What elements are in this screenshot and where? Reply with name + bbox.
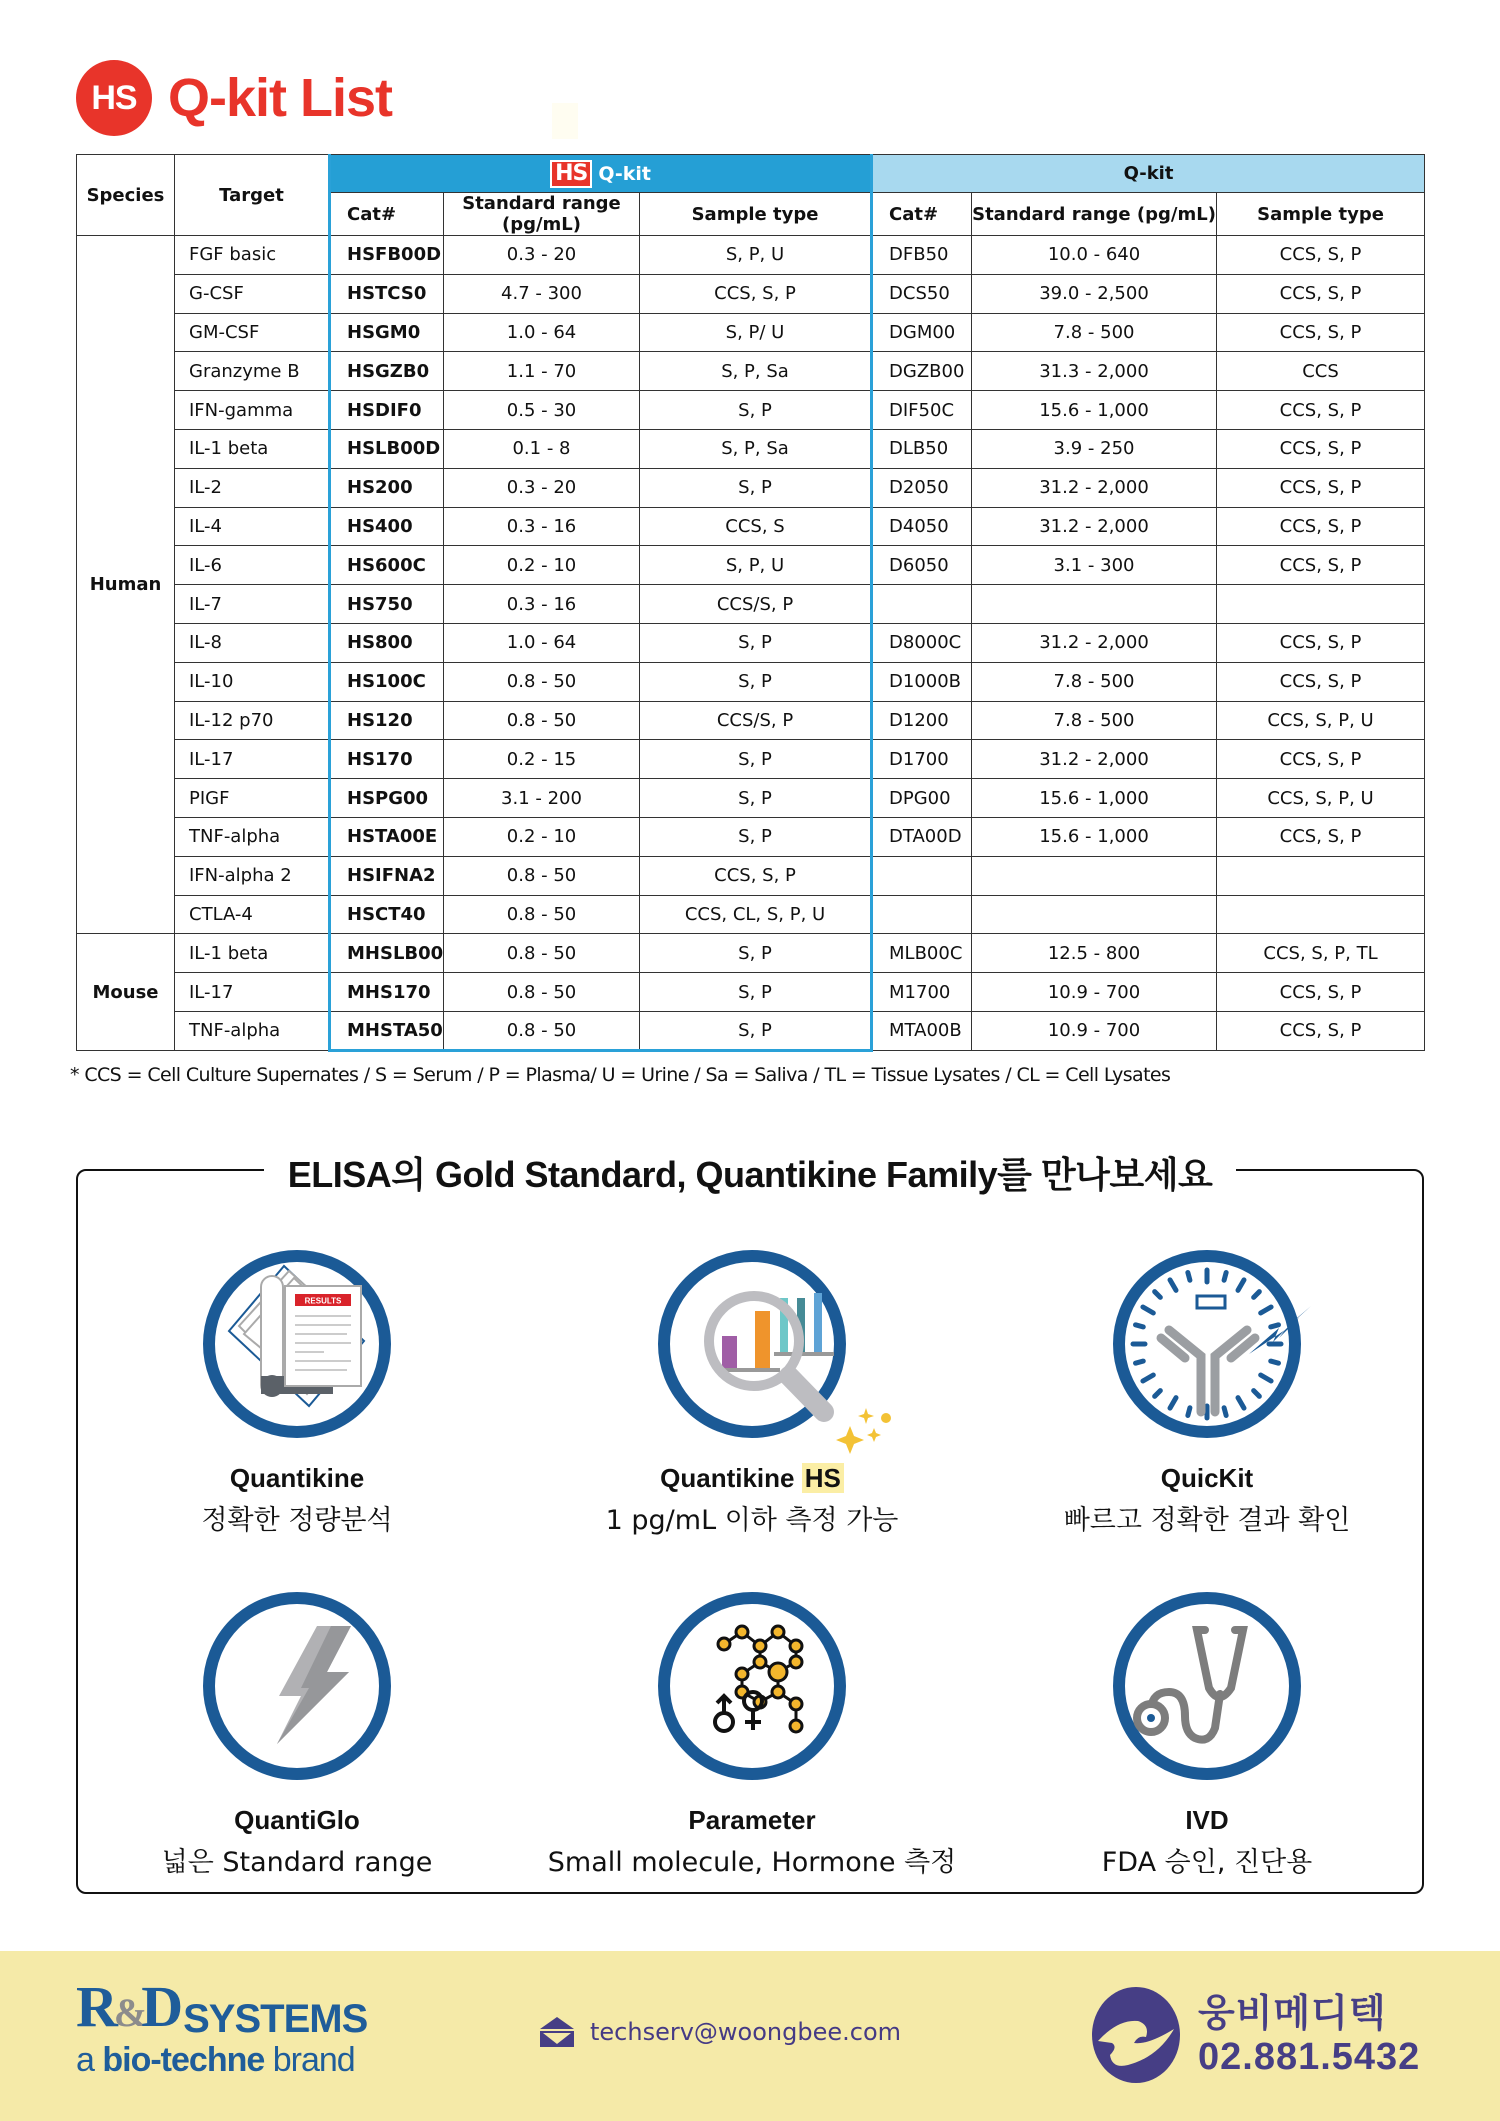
- target-cell: IL-10: [175, 662, 330, 701]
- q-range-cell: 31.3 - 2,000: [972, 352, 1217, 391]
- target-cell: IL-12 p70: [175, 701, 330, 740]
- q-cat-cell: D1000B: [872, 662, 972, 701]
- table-row: [77, 817, 1425, 856]
- hs-range-cell: 0.2 - 10: [444, 546, 640, 585]
- magnifier-chart-icon: [654, 1246, 850, 1442]
- q-range-cell: 7.8 - 500: [972, 313, 1217, 352]
- lightning-icon: [199, 1588, 395, 1784]
- q-range-cell: 39.0 - 2,500: [972, 274, 1217, 313]
- clock-tick: [1224, 1273, 1226, 1281]
- hs-cat-cell: MHS170: [330, 973, 444, 1012]
- q-range-cell: 10.0 - 640: [972, 236, 1217, 275]
- target-cell: IL-4: [175, 507, 330, 546]
- subheader-hs-range: Standard range (pg/mL): [444, 193, 640, 236]
- q-cat-cell: [872, 895, 972, 934]
- q-range-cell: 10.9 - 700: [972, 973, 1217, 1012]
- q-range-cell: [972, 856, 1217, 895]
- q-sample-cell: [1217, 895, 1425, 934]
- table-row: [77, 779, 1425, 818]
- target-cell: TNF-alpha: [175, 817, 330, 856]
- q-cat-cell: D1200: [872, 701, 972, 740]
- hs-range-cell: 0.2 - 10: [444, 817, 640, 856]
- table-row: [77, 429, 1425, 468]
- hs-range-cell: 0.8 - 50: [444, 701, 640, 740]
- q-range-cell: 3.9 - 250: [972, 429, 1217, 468]
- product-name: Quantikine: [229, 1463, 365, 1493]
- hs-range-cell: 0.8 - 50: [444, 973, 640, 1012]
- target-cell: IL-8: [175, 623, 330, 662]
- subheader-hs-cat: Cat#: [330, 193, 444, 236]
- hs-sample-cell: S, P: [640, 779, 872, 818]
- hs-range-cell: 0.2 - 15: [444, 740, 640, 779]
- hs-cat-cell: MHSLB00: [330, 934, 444, 973]
- q-range-cell: 31.2 - 2,000: [972, 468, 1217, 507]
- q-range-cell: 12.5 - 800: [972, 934, 1217, 973]
- q-cat-cell: D8000C: [872, 623, 972, 662]
- hs-cat-cell: HS170: [330, 740, 444, 779]
- table-row: [77, 1011, 1425, 1050]
- target-cell: IL-17: [175, 973, 330, 1012]
- hs-range-cell: 3.1 - 200: [444, 779, 640, 818]
- hs-sample-cell: CCS/S, P: [640, 701, 872, 740]
- q-sample-cell: CCS, S, P: [1217, 274, 1425, 313]
- header-target: Target: [175, 155, 330, 236]
- target-cell: TNF-alpha: [175, 1011, 330, 1050]
- hs-range-cell: 0.8 - 50: [444, 856, 640, 895]
- hs-sample-cell: CCS/S, P: [640, 585, 872, 624]
- hs-cat-cell: HSCT40: [330, 895, 444, 934]
- target-cell: PIGF: [175, 779, 330, 818]
- table-row: [77, 623, 1425, 662]
- phone-number[interactable]: 02.881.5432: [1198, 2036, 1421, 2078]
- hs-cat-cell: HS750: [330, 585, 444, 624]
- q-sample-cell: CCS, S, P, TL: [1217, 934, 1425, 973]
- clock-tick: [1224, 1408, 1226, 1416]
- hs-sample-cell: S, P: [640, 973, 872, 1012]
- hs-sample-cell: CCS, CL, S, P, U: [640, 895, 872, 934]
- q-cat-cell: D6050: [872, 546, 972, 585]
- q-sample-cell: CCS, S, P: [1217, 973, 1425, 1012]
- hs-qkit-label: Q-kit: [598, 162, 651, 185]
- rd-systems-word: SYSTEMS: [183, 1997, 368, 2041]
- hs-range-cell: 0.8 - 50: [444, 662, 640, 701]
- table-row: [77, 585, 1425, 624]
- hs-cat-cell: HSIFNA2: [330, 856, 444, 895]
- target-cell: IL-2: [175, 468, 330, 507]
- hs-cat-cell: HSTCS0: [330, 274, 444, 313]
- rd-systems-logo: [76, 1974, 368, 2080]
- q-range-cell: 3.1 - 300: [972, 546, 1217, 585]
- hs-cat-cell: HSTA00E: [330, 817, 444, 856]
- hs-sample-cell: S, P: [640, 740, 872, 779]
- clock-tick: [1136, 1361, 1144, 1363]
- hs-mini-badge: HS: [550, 160, 592, 188]
- hs-sample-cell: S, P: [640, 1011, 872, 1050]
- hs-badge-logo: HS: [76, 60, 152, 136]
- table-row: [77, 856, 1425, 895]
- decorative-spot: [552, 103, 578, 139]
- table-row: [77, 507, 1425, 546]
- hs-cat-cell: HS200: [330, 468, 444, 507]
- hs-cat-cell: HS100C: [330, 662, 444, 701]
- target-cell: IFN-gamma: [175, 391, 330, 430]
- hs-cat-cell: HSPG00: [330, 779, 444, 818]
- product-name: Parameter: [688, 1805, 816, 1835]
- hs-sample-cell: CCS, S: [640, 507, 872, 546]
- company-name: 웅비메디텍: [1198, 1991, 1387, 2035]
- subheader-q-range: Standard range (pg/mL): [972, 193, 1217, 236]
- target-cell: Granzyme B: [175, 352, 330, 391]
- woongbee-logo: [1088, 1985, 1420, 2085]
- product-name: QuantiGlo: [234, 1805, 360, 1835]
- hs-range-cell: 4.7 - 300: [444, 274, 640, 313]
- q-range-cell: 31.2 - 2,000: [972, 623, 1217, 662]
- clock-tick: [1271, 1325, 1279, 1327]
- stethoscope-icon: [1109, 1588, 1305, 1784]
- hs-sample-cell: S, P: [640, 934, 872, 973]
- q-range-cell: 15.6 - 1,000: [972, 817, 1217, 856]
- hs-cat-cell: HSFB00D: [330, 236, 444, 275]
- species-cell: Mouse: [77, 934, 175, 1050]
- product-desc: 1 pg/mL 이하 측정 가능: [605, 1505, 899, 1536]
- quantikine-family-box: [76, 1154, 1424, 1894]
- q-sample-cell: [1217, 856, 1425, 895]
- q-cat-cell: D2050: [872, 468, 972, 507]
- table-row: [77, 546, 1425, 585]
- hs-range-cell: 0.3 - 20: [444, 236, 640, 275]
- subheader-q-sample: Sample type: [1217, 193, 1425, 236]
- hs-sample-cell: CCS, S, P: [640, 856, 872, 895]
- table-row: [77, 391, 1425, 430]
- target-cell: IL-6: [175, 546, 330, 585]
- product-desc: Small molecule, Hormone 측정: [547, 1847, 957, 1878]
- hs-cat-cell: HS400: [330, 507, 444, 546]
- hs-range-cell: 0.3 - 20: [444, 468, 640, 507]
- q-cat-cell: D1700: [872, 740, 972, 779]
- q-range-cell: 31.2 - 2,000: [972, 740, 1217, 779]
- hs-sample-cell: S, P, Sa: [640, 352, 872, 391]
- q-range-cell: [972, 895, 1217, 934]
- product-desc: FDA 승인, 진단용: [1101, 1847, 1313, 1878]
- target-cell: IL-7: [175, 585, 330, 624]
- target-cell: G-CSF: [175, 274, 330, 313]
- q-cat-cell: DFB50: [872, 236, 972, 275]
- product-desc: 정확한 정량분석: [201, 1505, 393, 1536]
- q-cat-cell: DLB50: [872, 429, 972, 468]
- hs-sample-cell: S, P: [640, 817, 872, 856]
- hs-sample-cell: S, P: [640, 662, 872, 701]
- sparkle-icon: [836, 1408, 891, 1454]
- title-text: Q-kit List: [168, 68, 393, 128]
- molecule-hormone-icon: [654, 1588, 850, 1784]
- hs-sample-cell: S, P: [640, 468, 872, 507]
- hs-range-cell: 1.1 - 70: [444, 352, 640, 391]
- q-sample-cell: CCS, S, P: [1217, 817, 1425, 856]
- clock-tick: [1136, 1325, 1144, 1327]
- q-range-cell: 7.8 - 500: [972, 662, 1217, 701]
- table-row: [77, 701, 1425, 740]
- header-species: Species: [77, 155, 175, 236]
- hs-sample-cell: S, P: [640, 391, 872, 430]
- table-row: [77, 352, 1425, 391]
- header-qkit: Q-kit: [872, 155, 1425, 193]
- product-quantiglo: [87, 1588, 507, 1879]
- header-hs-qkit: [330, 155, 872, 193]
- q-cat-cell: DCS50: [872, 274, 972, 313]
- page-title: [76, 58, 392, 138]
- table-row: [77, 895, 1425, 934]
- table-row: [77, 236, 1425, 275]
- hs-sample-cell: CCS, S, P: [640, 274, 872, 313]
- target-cell: IL-1 beta: [175, 429, 330, 468]
- q-sample-cell: CCS, S, P: [1217, 236, 1425, 275]
- hs-range-cell: 0.5 - 30: [444, 391, 640, 430]
- table-row: [77, 934, 1425, 973]
- q-range-cell: 15.6 - 1,000: [972, 779, 1217, 818]
- q-sample-cell: CCS, S, P, U: [1217, 701, 1425, 740]
- q-cat-cell: [872, 856, 972, 895]
- hs-cat-cell: HS120: [330, 701, 444, 740]
- q-sample-cell: CCS, S, P, U: [1217, 779, 1425, 818]
- product-ivd: [997, 1588, 1417, 1879]
- table-row: [77, 973, 1425, 1012]
- q-range-cell: 15.6 - 1,000: [972, 391, 1217, 430]
- hs-cat-cell: HS600C: [330, 546, 444, 585]
- target-cell: IL-1 beta: [175, 934, 330, 973]
- hs-cat-cell: HSGM0: [330, 313, 444, 352]
- subheader-hs-sample: Sample type: [640, 193, 872, 236]
- q-range-cell: 10.9 - 700: [972, 1011, 1217, 1050]
- table-row: [77, 468, 1425, 507]
- target-cell: IFN-alpha 2: [175, 856, 330, 895]
- clock-tick: [1188, 1408, 1190, 1416]
- q-cat-cell: [872, 585, 972, 624]
- q-sample-cell: CCS: [1217, 352, 1425, 391]
- q-sample-cell: CCS, S, P: [1217, 662, 1425, 701]
- target-cell: GM-CSF: [175, 313, 330, 352]
- results-document-icon: [199, 1246, 395, 1442]
- q-cat-cell: DTA00D: [872, 817, 972, 856]
- species-cell: Human: [77, 236, 175, 934]
- biotechne-brand: a bio-techne brand: [76, 2041, 355, 2079]
- q-sample-cell: CCS, S, P: [1217, 740, 1425, 779]
- table-row: [77, 274, 1425, 313]
- envelope-icon: [540, 2017, 574, 2047]
- hs-sample-cell: S, P/ U: [640, 313, 872, 352]
- q-cat-cell: DGM00: [872, 313, 972, 352]
- clock-tick: [1271, 1361, 1279, 1363]
- email-contact[interactable]: [540, 2017, 901, 2047]
- target-cell: IL-17: [175, 740, 330, 779]
- hs-sample-cell: S, P: [640, 623, 872, 662]
- qkit-table: [76, 154, 1425, 1052]
- q-sample-cell: CCS, S, P: [1217, 546, 1425, 585]
- q-cat-cell: M1700: [872, 973, 972, 1012]
- hs-range-cell: 0.8 - 50: [444, 895, 640, 934]
- hs-cat-cell: HSDIF0: [330, 391, 444, 430]
- clock-tick: [1188, 1273, 1190, 1281]
- hs-range-cell: 1.0 - 64: [444, 313, 640, 352]
- rd-letters: R&D: [76, 1974, 180, 2039]
- subheader-q-cat: Cat#: [872, 193, 972, 236]
- hs-range-cell: 0.8 - 50: [444, 1011, 640, 1050]
- q-range-cell: 31.2 - 2,000: [972, 507, 1217, 546]
- hs-range-cell: 0.1 - 8: [444, 429, 640, 468]
- table-row: [77, 740, 1425, 779]
- q-sample-cell: CCS, S, P: [1217, 391, 1425, 430]
- hs-highlight: HS: [802, 1463, 844, 1493]
- product-name: Quantikine HS: [542, 1463, 962, 1494]
- family-title: [78, 1147, 1422, 1198]
- hs-sample-cell: S, P, Sa: [640, 429, 872, 468]
- hs-range-cell: 1.0 - 64: [444, 623, 640, 662]
- product-desc: 빠르고 정확한 결과 확인: [1063, 1505, 1351, 1536]
- q-cat-cell: DPG00: [872, 779, 972, 818]
- hs-cat-cell: HSLB00D: [330, 429, 444, 468]
- clock-antibody-icon: [1109, 1246, 1305, 1442]
- q-sample-cell: CCS, S, P: [1217, 623, 1425, 662]
- sample-type-footnote: * CCS = Cell Culture Supernates / S = Serum / P = Plasma/ U = Urine / Sa = Saliva / TL = Tissue Lysates / CL = Cell Lysates: [70, 1064, 1171, 1086]
- q-sample-cell: CCS, S, P: [1217, 1011, 1425, 1050]
- product-quickit: [997, 1246, 1417, 1537]
- table-row: [77, 313, 1425, 352]
- results-label: RESULTS: [304, 1296, 342, 1306]
- q-range-cell: 7.8 - 500: [972, 701, 1217, 740]
- q-sample-cell: [1217, 585, 1425, 624]
- family-title-text: ELISA의 Gold Standard, Quantikine Family를 만나보세요: [264, 1154, 1237, 1195]
- product-quantikine: [87, 1246, 507, 1537]
- q-cat-cell: DIF50C: [872, 391, 972, 430]
- hs-cat-cell: HS800: [330, 623, 444, 662]
- q-cat-cell: DGZB00: [872, 352, 972, 391]
- hs-sample-cell: S, P, U: [640, 546, 872, 585]
- hs-range-cell: 0.8 - 50: [444, 934, 640, 973]
- email-address[interactable]: techserv@woongbee.com: [590, 2018, 902, 2046]
- q-cat-cell: D4050: [872, 507, 972, 546]
- target-cell: FGF basic: [175, 236, 330, 275]
- hs-cat-cell: MHSTA50: [330, 1011, 444, 1050]
- footer: [0, 1951, 1500, 2121]
- eagle-emblem-icon: [1088, 1985, 1184, 2085]
- q-sample-cell: CCS, S, P: [1217, 429, 1425, 468]
- product-name: IVD: [1185, 1805, 1229, 1835]
- hs-cat-cell: HSGZB0: [330, 352, 444, 391]
- product-parameter: [542, 1588, 962, 1879]
- hs-sample-cell: S, P, U: [640, 236, 872, 275]
- q-sample-cell: CCS, S, P: [1217, 313, 1425, 352]
- q-range-cell: [972, 585, 1217, 624]
- q-cat-cell: MLB00C: [872, 934, 972, 973]
- q-cat-cell: MTA00B: [872, 1011, 972, 1050]
- product-quantikine-hs: [542, 1246, 962, 1537]
- q-sample-cell: CCS, S, P: [1217, 468, 1425, 507]
- hs-range-cell: 0.3 - 16: [444, 507, 640, 546]
- product-name: QuicKit: [1160, 1463, 1254, 1493]
- hs-range-cell: 0.3 - 16: [444, 585, 640, 624]
- target-cell: CTLA-4: [175, 895, 330, 934]
- q-sample-cell: CCS, S, P: [1217, 507, 1425, 546]
- product-desc: 넓은 Standard range: [161, 1847, 433, 1878]
- table-row: [77, 662, 1425, 701]
